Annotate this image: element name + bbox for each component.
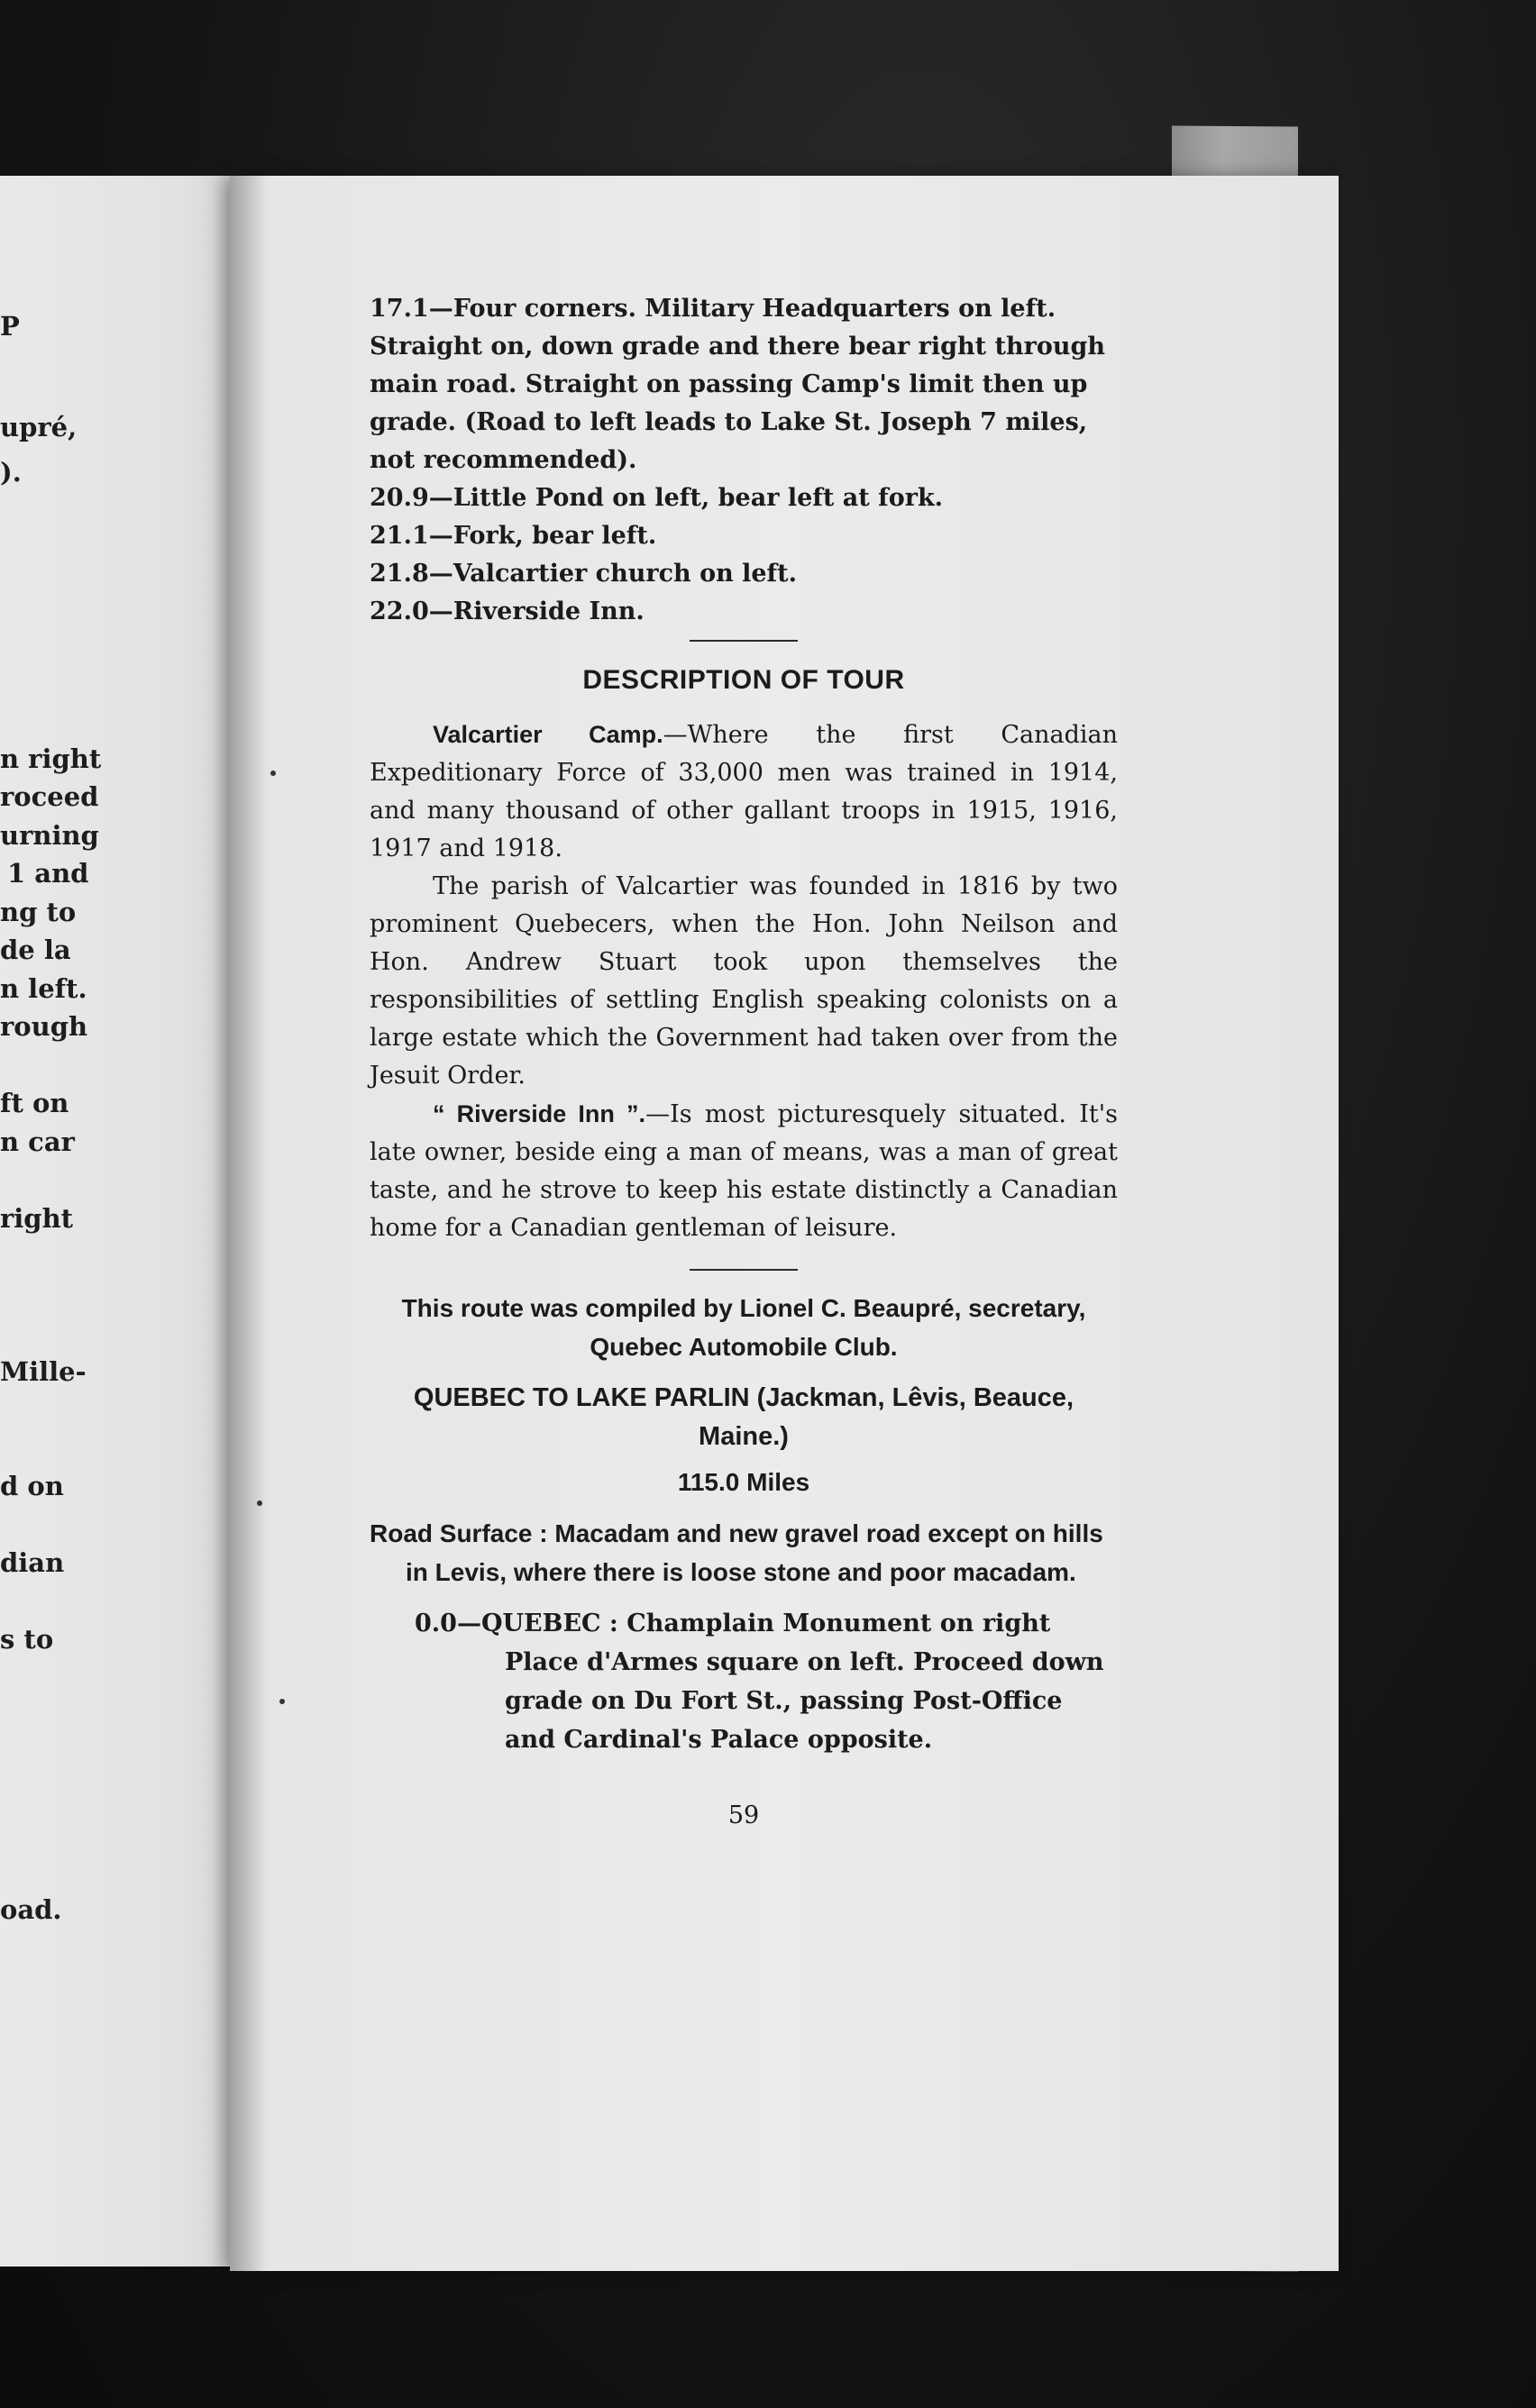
left-fragment: roceed [0, 781, 99, 812]
paragraph-riverside-inn [370, 1095, 1118, 1247]
route-title: QUEBEC TO LAKE PARLIN (Jackman, Lêvis, Beauce, Maine.) [413, 1383, 1074, 1451]
left-fragment: de la [0, 935, 71, 965]
left-fragment: n car [0, 1126, 75, 1157]
left-fragment: dian [0, 1547, 65, 1578]
page-number: 59 [727, 1801, 760, 1829]
left-fragment: n right [0, 743, 102, 774]
description-heading: DESCRIPTION OF TOUR [582, 665, 905, 695]
road-surface [370, 1514, 1118, 1592]
mile-marker: 17.1 [370, 295, 429, 323]
route-text: —Little Pond on left, bear left at fork. [428, 484, 944, 512]
speck [270, 771, 276, 776]
left-fragment: right [0, 1203, 74, 1234]
left-fragment: s to [0, 1624, 54, 1655]
left-fragment: ft on [0, 1088, 69, 1118]
mile-marker: 21.8 [370, 560, 429, 588]
divider-rule [690, 640, 798, 642]
mile-marker: 0.0 [415, 1610, 457, 1637]
paragraph-lead: Valcartier Camp. [433, 721, 663, 748]
route-credit: This route was compiled by Lionel C. Beaupré, secretary, Quebec Automobile Club. [401, 1294, 1086, 1361]
left-fragment: rough [0, 1011, 88, 1042]
mile-marker: 21.1 [370, 522, 429, 550]
route-text: —QUEBEC : Champlain Monument on right Place d'Armes square on left. Proceed down grade on Du Fort St., passing Post-Office and Cardinal's Palace opposite. [456, 1610, 1104, 1754]
mile-marker: 20.9 [370, 484, 429, 512]
paragraph-valcartier-camp [370, 716, 1118, 868]
route-entry-22-0 [370, 593, 1118, 631]
route-entry-21-1 [370, 517, 1118, 555]
gutter-shadow [230, 176, 266, 2271]
left-page [0, 176, 257, 2267]
left-fragment: n left. [0, 973, 87, 1004]
route-entry-20-9 [370, 479, 1118, 517]
left-fragment: ng to [0, 897, 77, 927]
route-entry-0-0 [415, 1604, 1118, 1759]
left-fragment: oad. [0, 1894, 62, 1925]
route-entry-17-1 [370, 290, 1118, 479]
left-fragment: Mille- [0, 1356, 87, 1387]
route-text: —Fork, bear left. [428, 522, 657, 550]
left-fragment: P [0, 311, 20, 342]
paragraph-text: —Is most picturesquely situated. It's late owner, beside eing a man of means, was a man of great taste, and he strove to keep his estate distinctly a Canadian home for a Canadian gentleman of leisure. [370, 1100, 1119, 1242]
left-fragment: urning [0, 820, 99, 851]
paragraph-text: The parish of Valcartier was founded in 1816 by two prominent Quebecers, when the Hon. John Neilson and Hon. Andrew Stuart took upon themselves the responsibilities of settling English speaking colonists on a large estate which the Government had taken over from the Jesuit Order. [370, 872, 1118, 1090]
left-fragment: ). [0, 457, 22, 488]
route-entry-21-8 [370, 555, 1118, 593]
divider-rule [690, 1269, 798, 1271]
left-fragment: 1 and [7, 858, 89, 889]
route-distance: 115.0 Miles [677, 1468, 810, 1496]
speck [279, 1699, 285, 1704]
mile-marker: 22.0 [370, 597, 429, 625]
paragraph-text: —Where the first Canadian Expeditionary Force of 33,000 men was trained in 1914, and many thousand of other gallant troops in 1915, 1916, 1917 and 1918. [370, 721, 1118, 862]
route-text: —Riverside Inn. [428, 597, 645, 625]
speck [257, 1500, 262, 1506]
route-text: —Valcartier church on left. [428, 560, 798, 588]
route-text: —Four corners. Military Headquarters on left. Straight on, down grade and there bear right through main road. Straight on passing Camp's limit then up grade. (Road to left leads to Lake St. Joseph 7 miles, not recommended). [370, 295, 1105, 474]
road-surface-label: Road Surface : [370, 1519, 548, 1547]
left-fragment: d on [0, 1471, 64, 1501]
left-fragment: upré, [0, 412, 78, 442]
paragraph-lead: “ Riverside Inn ”. [433, 1100, 646, 1127]
road-surface-text: Macadam and new gravel road except on hills in Levis, where there is loose stone and poor macadam. [406, 1519, 1103, 1586]
paragraph-parish [370, 868, 1118, 1095]
page-content [370, 290, 1118, 1835]
